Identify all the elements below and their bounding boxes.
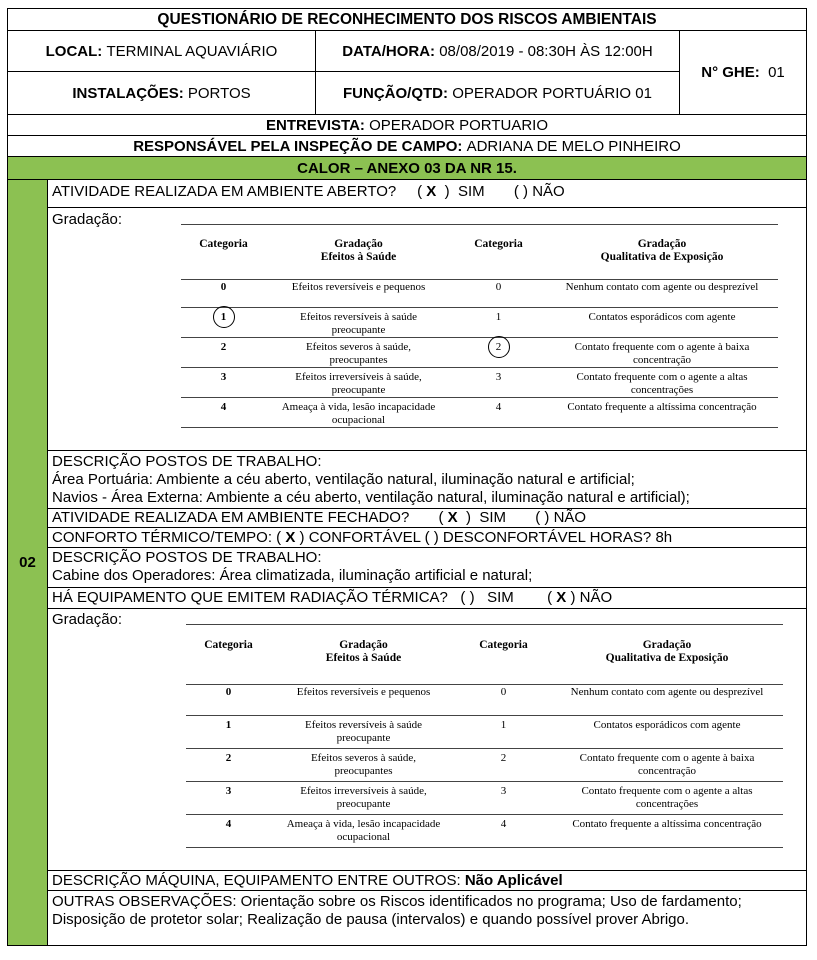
- header-categoria-2: Categoria: [474, 238, 523, 250]
- table-rule: [181, 397, 778, 398]
- header-efeitos-line1: Gradação: [339, 639, 388, 651]
- form-title: QUESTIONÁRIO DE RECONHECIMENTO DOS RISCOS AMBIENTAIS: [157, 11, 657, 28]
- selected-circle-mark: [213, 306, 235, 328]
- cell-categoria-2: 0: [500, 686, 507, 698]
- observations-line2: Disposição de protetor solar; Realização de pausa (intervalos) e quando possível prover Abrigo.: [52, 911, 690, 928]
- cell-categoria: 2: [220, 341, 227, 353]
- cell-efeito: Efeitos irreversíveis à saúde, preocupante: [295, 371, 422, 396]
- cell-qualitativa: Contato frequente com o agente a altas concentrações: [576, 371, 748, 396]
- machine-value: Não Aplicável: [464, 872, 563, 889]
- table-rule: [181, 307, 778, 308]
- comfort-mark[interactable]: X: [285, 529, 296, 546]
- section-header: CALOR – ANEXO 03 DA NR 15.: [8, 157, 806, 179]
- cell-efeito: Efeitos reversíveis à saúde preocupante: [305, 719, 422, 744]
- open-no-label: NÃO: [532, 183, 565, 200]
- desc2-line1: Cabine dos Operadores: Área climatizada, iluminação artificial e natural;: [52, 567, 533, 584]
- question-thermal-radiation: [52, 589, 612, 607]
- desc1-title: DESCRIÇÃO POSTOS DE TRABALHO:: [52, 453, 322, 470]
- cell-efeito: Ameaça à vida, lesão incapacidade ocupacional: [286, 818, 441, 843]
- question-open-environment: [52, 183, 565, 201]
- cell-categoria: 3: [220, 371, 227, 383]
- table-rule: [186, 781, 783, 782]
- cell-categoria: 3: [225, 785, 232, 797]
- header-efeitos-line2: Efeitos à Saúde: [320, 251, 397, 263]
- radiation-yes-box[interactable]: ( ): [460, 589, 475, 606]
- cell-qualitativa: Contato frequente com o agente à baixa concentração: [579, 752, 755, 777]
- header-categoria: Categoria: [199, 238, 248, 250]
- cell-categoria-2: 2: [495, 341, 502, 353]
- comfort-rest: ) CONFORTÁVEL ( ) DESCONFORTÁVEL HORAS? 8h: [299, 529, 673, 546]
- table-rule: [181, 279, 778, 280]
- open-no-box[interactable]: ( ): [513, 183, 529, 200]
- radiation-yes-label: SIM: [487, 589, 514, 606]
- cell-categoria-2: 2: [500, 752, 507, 764]
- open-paren: (: [438, 509, 444, 526]
- funcao-field: [316, 72, 679, 114]
- header-efeitos-line2: Efeitos à Saúde: [325, 652, 402, 664]
- desc1-line1: Área Portuária: Ambiente a céu aberto, ventilação natural, iluminação natural e artificial;: [52, 471, 635, 488]
- open-paren: (: [547, 589, 553, 606]
- row-number: 02: [8, 180, 47, 945]
- table-rule: [186, 624, 783, 625]
- open-yes-label: SIM: [458, 183, 485, 200]
- cell-qualitativa: Contato frequente a altíssima concentração: [567, 401, 757, 413]
- question-closed-text: ATIVIDADE REALIZADA EM AMBIENTE FECHADO?: [52, 509, 410, 526]
- funcao-value: OPERADOR PORTUÁRIO 01: [452, 84, 652, 102]
- cell-categoria-2: 4: [500, 818, 507, 830]
- cell-efeito: Efeitos reversíveis e pequenos: [296, 686, 431, 698]
- ghe-value: 01: [768, 64, 785, 81]
- table-rule: [186, 814, 783, 815]
- cell-categoria-2: 3: [495, 371, 502, 383]
- cell-categoria-2: 4: [495, 401, 502, 413]
- question-closed-environment: [52, 509, 586, 527]
- header-qualitativa: [551, 639, 783, 665]
- entrevista-value: OPERADOR PORTUARIO: [369, 116, 548, 134]
- table-rule: [186, 684, 783, 685]
- machine-description: [52, 872, 563, 890]
- selected-circle-mark: [488, 336, 510, 358]
- table-rule: [181, 427, 778, 428]
- cell-categoria: 2: [225, 752, 232, 764]
- cell-qualitativa: Contatos esporádicos com agente: [593, 719, 741, 731]
- cell-categoria-2: 0: [495, 281, 502, 293]
- close-paren: ): [444, 183, 450, 200]
- cell-efeito: Efeitos severos à saúde, preocupantes: [305, 341, 412, 366]
- cell-efeito: Ameaça à vida, lesão incapacidade ocupacional: [281, 401, 436, 426]
- responsavel-label: RESPONSÁVEL PELA INSPEÇÃO DE CAMPO:: [133, 137, 463, 155]
- desc2-title: DESCRIÇÃO POSTOS DE TRABALHO:: [52, 549, 322, 566]
- local-label: LOCAL:: [45, 42, 103, 60]
- ghe-field: [680, 31, 806, 114]
- header-efeitos: [271, 639, 456, 665]
- entrevista-label: ENTREVISTA:: [266, 116, 365, 134]
- cell-efeito: Efeitos reversíveis e pequenos: [291, 281, 426, 293]
- open-paren: (: [417, 183, 423, 200]
- instalacoes-label: INSTALAÇÕES:: [72, 84, 184, 102]
- radiation-no-mark[interactable]: X: [556, 589, 567, 606]
- local-field: [8, 31, 315, 71]
- cell-categoria: 0: [225, 686, 232, 698]
- cell-efeito: Efeitos reversíveis à saúde preocupante: [300, 311, 417, 336]
- closed-yes-mark[interactable]: X: [447, 509, 458, 526]
- header-qual-line1: Gradação: [637, 238, 687, 250]
- table-rule: [181, 337, 778, 338]
- closed-yes-label: SIM: [479, 509, 507, 526]
- gradation-table-2: [186, 624, 783, 856]
- responsavel-field: [8, 136, 806, 156]
- cell-qualitativa: Contatos esporádicos com agente: [588, 311, 736, 323]
- radiation-text: HÁ EQUIPAMENTO QUE EMITEM RADIAÇÃO TÉRMICA?: [52, 589, 448, 606]
- cell-categoria: 4: [225, 818, 232, 830]
- cell-categoria: 1: [220, 311, 227, 323]
- header-categoria-2: Categoria: [479, 639, 528, 651]
- header-efeitos-line1: Gradação: [334, 238, 383, 250]
- datahora-field: [316, 31, 679, 71]
- responsavel-value: ADRIANA DE MELO PINHEIRO: [466, 137, 681, 155]
- ghe-label: N° GHE:: [701, 64, 760, 81]
- thermal-comfort: [52, 529, 672, 547]
- cell-categoria-2: 1: [500, 719, 507, 731]
- cell-qualitativa: Contato frequente com o agente à baixa concentração: [574, 341, 750, 366]
- radiation-no-label: NÃO: [579, 589, 613, 606]
- cell-qualitativa: Nenhum contato com agente ou desprezível: [570, 686, 764, 698]
- table-rule: [186, 748, 783, 749]
- cell-categoria-2: 1: [495, 311, 502, 323]
- cell-qualitativa: Nenhum contato com agente ou desprezível: [565, 281, 759, 293]
- gradacao-label-2: Gradação:: [52, 611, 123, 628]
- closed-no-box[interactable]: ( ): [535, 509, 550, 526]
- funcao-label: FUNÇÃO/QTD:: [343, 84, 449, 102]
- desc1-line2: Navios - Área Externa: Ambiente a céu aberto, ventilação natural, iluminação natural e artificial);: [52, 489, 690, 506]
- open-yes-mark[interactable]: X: [426, 183, 437, 200]
- header-qual-line2: Qualitativa de Exposição: [600, 251, 724, 263]
- header-qual-line2: Qualitativa de Exposição: [605, 652, 729, 664]
- closed-no-label: NÃO: [553, 509, 587, 526]
- instalacoes-field: [8, 72, 315, 114]
- cell-efeito: Efeitos severos à saúde, preocupantes: [310, 752, 417, 777]
- header-efeitos: [266, 238, 451, 264]
- comfort-text: CONFORTO TÉRMICO/TEMPO: (: [52, 529, 282, 546]
- table-rule: [186, 847, 783, 848]
- table-rule: [181, 367, 778, 368]
- gradation-table-1: [181, 224, 778, 436]
- header-qualitativa: [546, 238, 778, 264]
- entrevista-field: [8, 115, 806, 135]
- header-qual-line1: Gradação: [642, 639, 692, 651]
- observations-line1: OUTRAS OBSERVAÇÕES: Orientação sobre os Riscos identificados no programa; Uso de fardamento;: [52, 893, 742, 910]
- instalacoes-value: PORTOS: [187, 84, 251, 102]
- cell-qualitativa: Contato frequente a altíssima concentração: [572, 818, 762, 830]
- cell-qualitativa: Contato frequente com o agente a altas concentrações: [581, 785, 753, 810]
- close-paren: ): [570, 589, 576, 606]
- cell-categoria: 0: [220, 281, 227, 293]
- datahora-value: 08/08/2019 - 08:30H ÀS 12:00H: [439, 42, 653, 60]
- close-paren: ): [466, 509, 472, 526]
- question-open-text: ATIVIDADE REALIZADA EM AMBIENTE ABERTO?: [52, 183, 397, 200]
- cell-efeito: Efeitos irreversíveis à saúde, preocupante: [300, 785, 427, 810]
- machine-label: DESCRIÇÃO MÁQUINA, EQUIPAMENTO ENTRE OUTROS:: [52, 872, 461, 889]
- table-rule: [186, 715, 783, 716]
- cell-categoria: 1: [225, 719, 232, 731]
- table-rule: [181, 224, 778, 225]
- gradacao-label-1: Gradação:: [52, 211, 123, 228]
- cell-categoria: 4: [220, 401, 227, 413]
- header-categoria: Categoria: [204, 639, 253, 651]
- local-value: TERMINAL AQUAVIÁRIO: [106, 42, 278, 60]
- cell-categoria-2: 3: [500, 785, 507, 797]
- datahora-label: DATA/HORA:: [342, 42, 436, 60]
